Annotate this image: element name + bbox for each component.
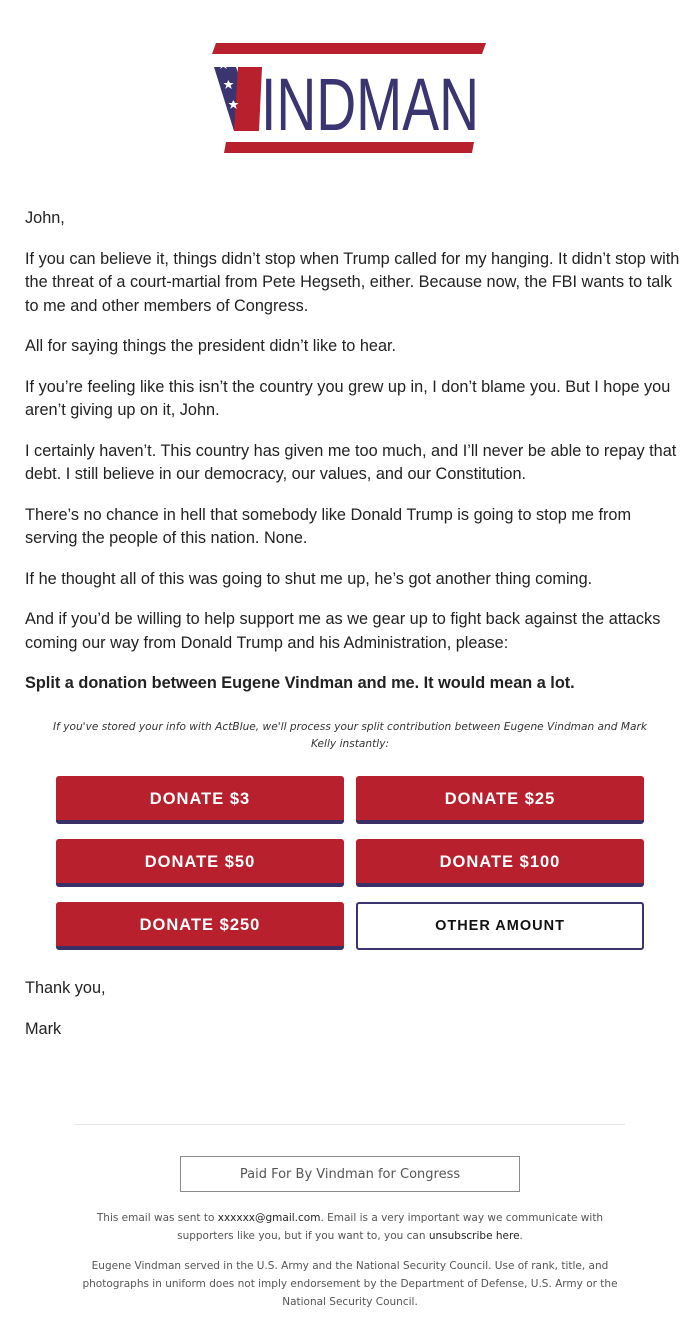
paragraph-7: And if you’d be willing to help support me as we gear up to fight back against the attacks coming our way from Donald Trump and his Administration, please: — [25, 610, 661, 652]
signoff — [25, 977, 106, 1058]
military-disclaimer: Eugene Vindman served in the U.S. Army and the National Security Council. Use of rank, title, and photographs in uniform does not imply endorsement by the Department of Defense, U.S. Army or the National Security Council. — [82, 1260, 618, 1308]
donate-50-button[interactable]: DONATE $50 — [56, 839, 344, 887]
paid-for-disclaimer: Paid For By Vindman for Congress — [180, 1156, 520, 1192]
greeting: John, — [25, 209, 65, 227]
paragraph-4: I certainly haven’t. This country has given me too much, and I’ll never be able to repay that debt. I still believe in our democracy, our values, and our Constitution. — [25, 441, 677, 483]
paragraph-6: If he thought all of this was going to shut me up, he’s got another thing coming. — [25, 569, 593, 588]
thanks-text: Thank you, — [25, 979, 106, 997]
paragraph-5: There’s no chance in hell that somebody like Donald Trump is going to stop me from serving the people of this nation. None. — [25, 505, 632, 547]
donate-3-button[interactable]: DONATE $3 — [56, 776, 344, 824]
signature-name: Mark — [25, 1019, 62, 1038]
sent-prefix: This email was sent to — [96, 1212, 218, 1224]
actblue-note: If you've stored your info with ActBlue, we'll process your split contribution between Eugene Vindman and Mark Kelly instantly: — [53, 721, 647, 750]
vindman-logo — [212, 40, 488, 156]
donation-call-to-action: Split a donation between Eugene Vindman and me. It would mean a lot. — [25, 674, 575, 692]
recipient-email: xxxxxx@gmail.com — [217, 1212, 321, 1224]
unsubscribe-link[interactable]: unsubscribe here — [428, 1230, 520, 1242]
paragraph-2: All for saying things the president didn’t like to hear. — [25, 337, 397, 355]
paragraph-3: If you’re feeling like this isn’t the country you grew up in, I don’t blame you. But I hope you aren’t giving up on it, John. — [25, 377, 671, 419]
donate-25-button[interactable]: DONATE $25 — [356, 776, 644, 824]
other-amount-button[interactable]: OTHER AMOUNT — [356, 902, 644, 950]
paragraph-1: If you can believe it, things didn’t stop when Trump called for my hanging. It didn’t stop with the threat of a court-martial from Pete Hegseth, either. Because now, the FBI wants to talk to me and other members of Congress. — [25, 249, 680, 315]
sent-suffix: . Email is a very important way we communicate with supporters like you, but if you want to, you can — [177, 1212, 604, 1242]
email-sent-notice — [75, 1209, 625, 1245]
letter-body — [25, 207, 680, 710]
logo-wordmark: INDMAN — [261, 63, 479, 146]
sent-end: . — [519, 1230, 523, 1242]
header-logo-area — [0, 40, 700, 158]
footer-divider — [75, 1124, 625, 1125]
donate-250-button[interactable]: DONATE $250 — [56, 902, 344, 950]
donate-100-button[interactable]: DONATE $100 — [356, 839, 644, 887]
